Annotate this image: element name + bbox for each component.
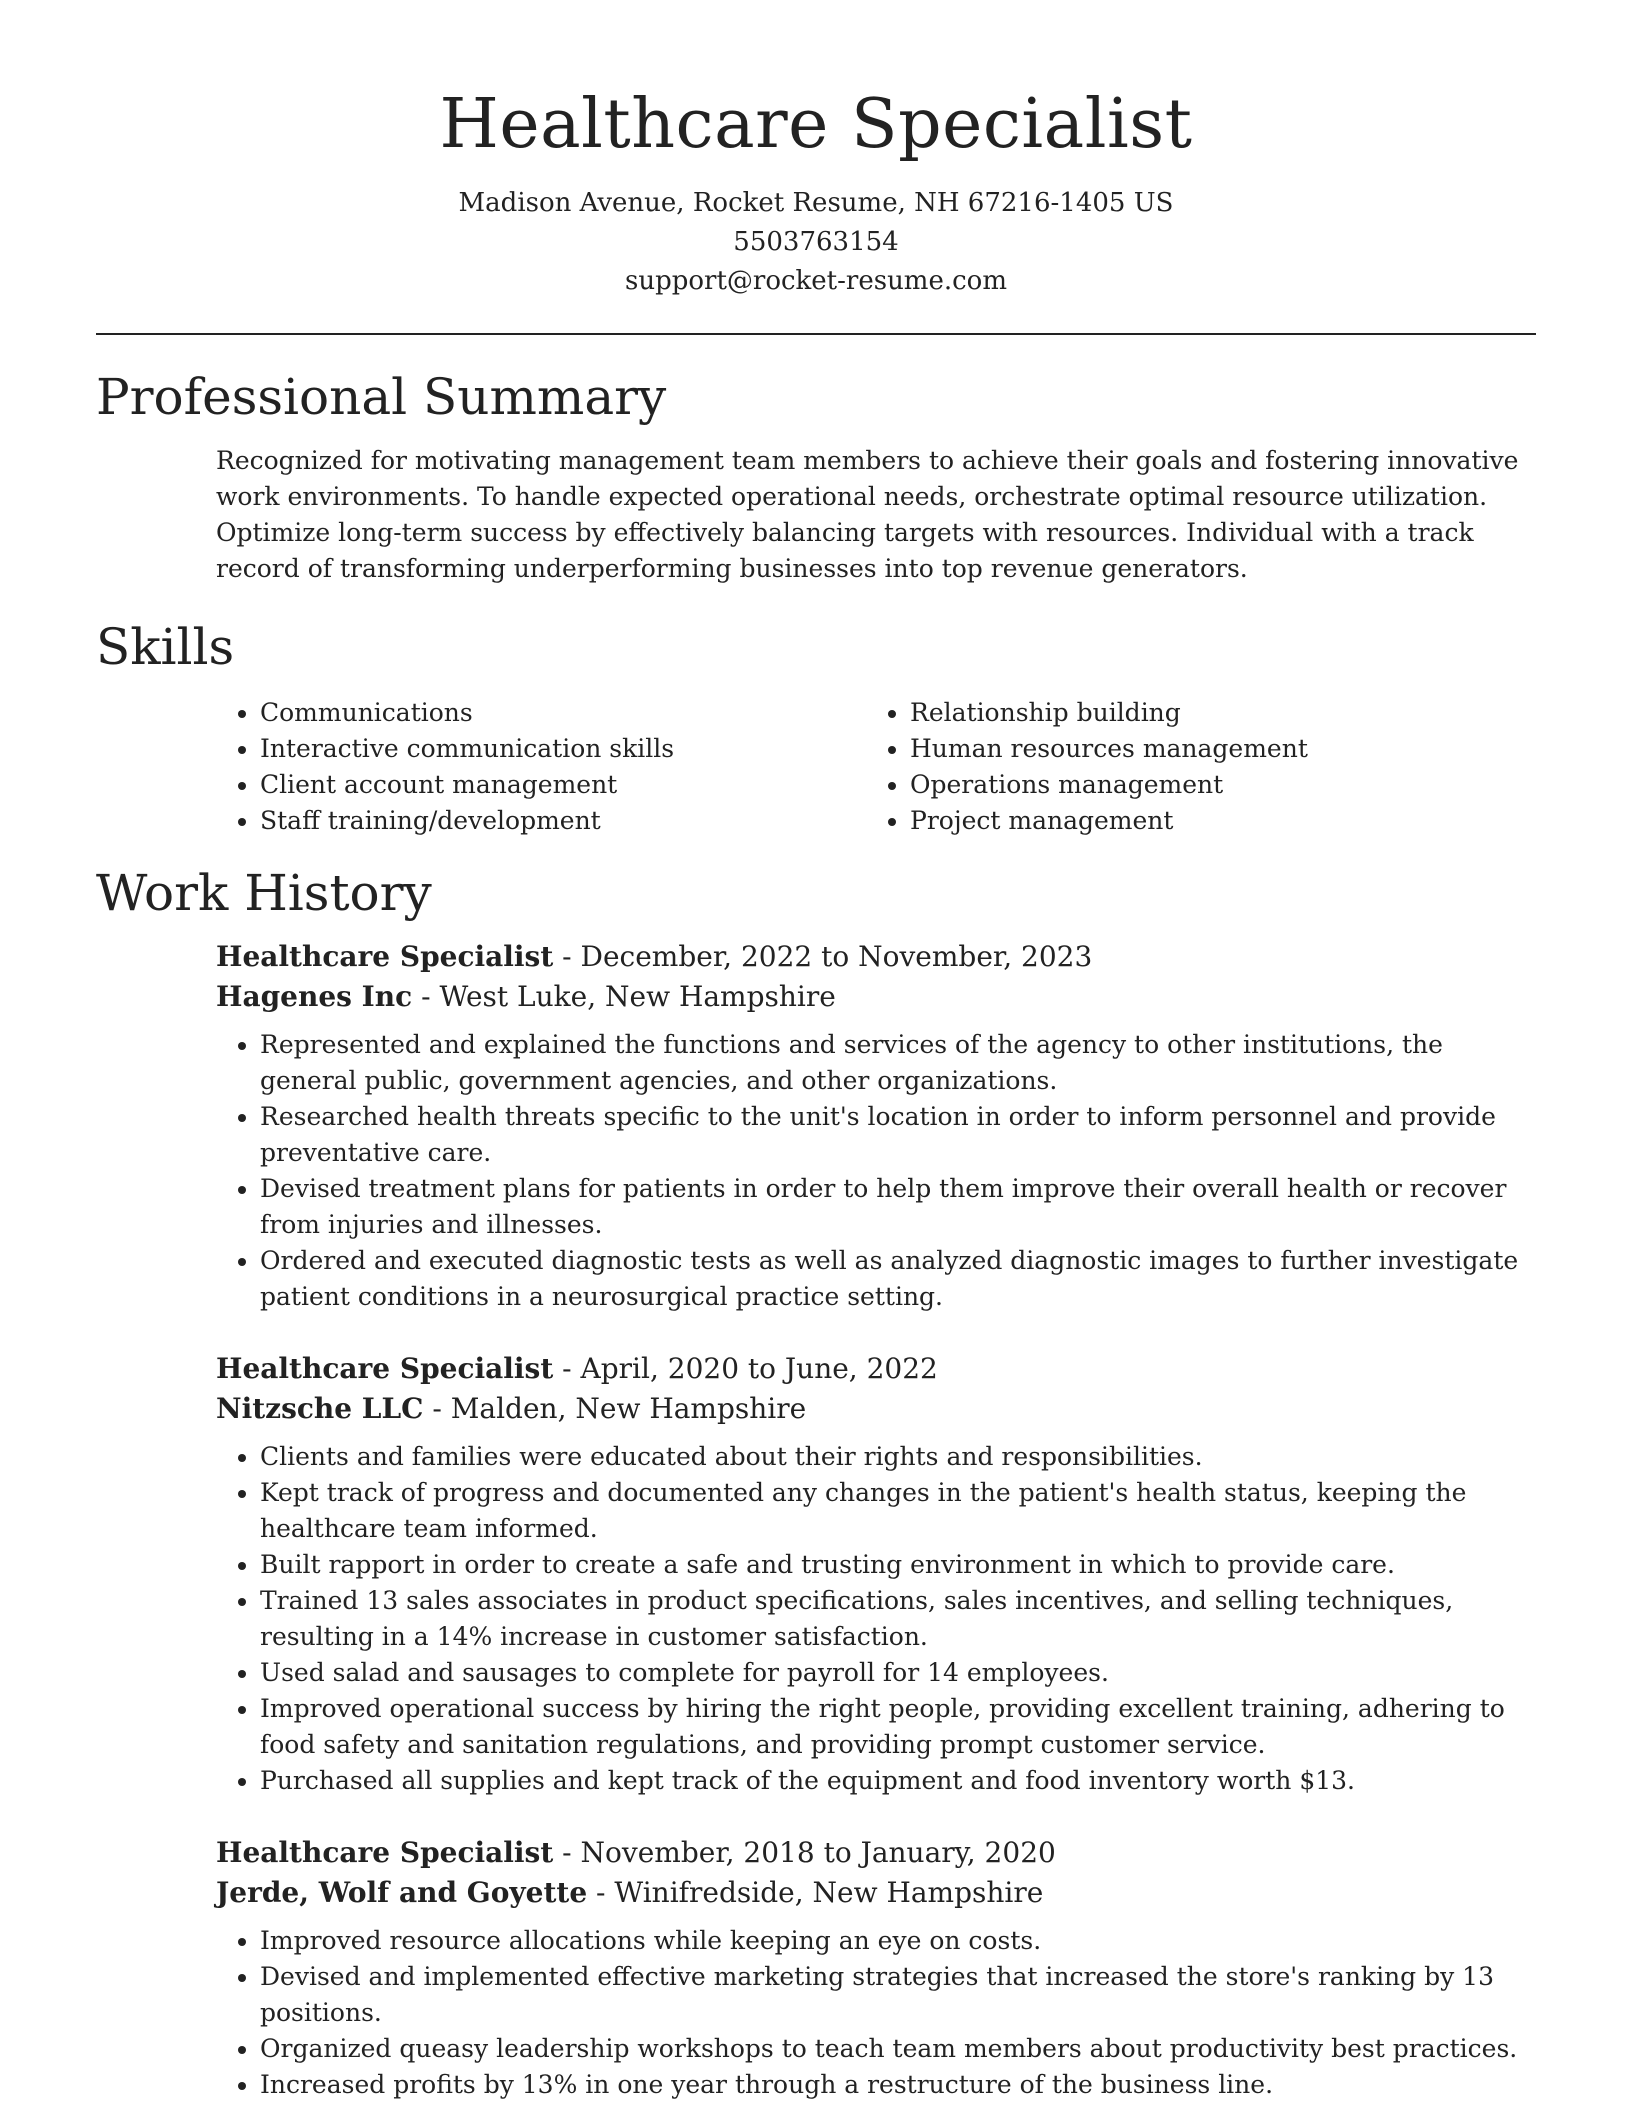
section-title-work-history: Work History — [96, 864, 432, 922]
job-title-line — [216, 937, 1536, 977]
job-bullet: • Kept track of progress and documented any changes in the patient's health status, keeping the healthcare team informed. — [260, 1475, 1536, 1547]
job-bullets — [216, 1027, 1536, 1315]
job-bullet: • Trained 13 sales associates in product specifications, sales incentives, and selling techniques, resulting in a 14% increase in customer satisfaction. — [260, 1583, 1536, 1655]
job-entry — [216, 937, 1536, 1315]
job-entry — [216, 1833, 1536, 2103]
job-dates: - December, 2022 to November, 2023 — [553, 940, 1093, 973]
job-role: Healthcare Specialist — [216, 1352, 554, 1385]
skill-item: • Interactive communication skills — [260, 731, 866, 767]
job-company-line — [216, 977, 1536, 1017]
skill-item: • Staff training/development — [260, 803, 866, 839]
resume-page — [96, 0, 1536, 2103]
candidate-name: Healthcare Specialist — [439, 85, 1193, 164]
job-bullet: • Used salad and sausages to complete for payroll for 14 employees. — [260, 1655, 1536, 1691]
skill-item: • Human resources management — [910, 731, 1516, 767]
job-bullet: • Improved resource allocations while keeping an eye on costs. — [260, 1923, 1536, 1959]
address: Madison Avenue, Rocket Resume, NH 67216-1405 US — [458, 188, 1174, 218]
skills-list — [216, 695, 1536, 839]
resume-header — [96, 0, 1536, 301]
job-bullet: • Ordered and executed diagnostic tests as well as analyzed diagnostic images to further investigate patient conditions in a neurosurgical practice setting. — [260, 1243, 1536, 1315]
job-bullet: • Improved operational success by hiring the right people, providing excellent training, adhering to food safety and sanitation regulations, and providing prompt customer service. — [260, 1691, 1536, 1763]
job-company: Hagenes Inc — [216, 980, 413, 1013]
job-role: Healthcare Specialist — [216, 1836, 554, 1869]
job-bullet: • Clients and families were educated about their rights and responsibilities. — [260, 1439, 1536, 1475]
job-dates: - April, 2020 to June, 2022 — [553, 1352, 938, 1385]
job-bullet: • Researched health threats specific to the unit's location in order to inform personnel and provide preventative care. — [260, 1099, 1536, 1171]
job-bullet: • Purchased all supplies and kept track of the equipment and food inventory worth $13. — [260, 1763, 1536, 1799]
summary-text: Recognized for motivating management team members to achieve their goals and fostering innovative work environments. To handle expected operational needs, orchestrate optimal resource utilization. Optimize long-term success by effectively balancing targets with resources. Individual with a track record of transforming underperforming businesses into top revenue generators. — [216, 446, 1519, 583]
email: support@rocket-resume.com — [624, 266, 1007, 296]
job-company: Nitzsche LLC — [216, 1392, 424, 1425]
skill-item: • Project management — [910, 803, 1516, 839]
job-dates: - November, 2018 to January, 2020 — [553, 1836, 1056, 1869]
job-company-line — [216, 1389, 1536, 1429]
job-bullet: • Devised and implemented effective marketing strategies that increased the store's ranking by 13 positions. — [260, 1959, 1536, 2031]
job-location: - Malden, New Hampshire — [423, 1392, 807, 1425]
skill-item: • Relationship building — [910, 695, 1516, 731]
job-bullets — [216, 1923, 1536, 2103]
job-bullet: • Represented and explained the functions and services of the agency to other institutions, the general public, government agencies, and other organizations. — [260, 1027, 1536, 1099]
job-location: - Winifredside, New Hampshire — [587, 1876, 1044, 1909]
header-divider — [96, 333, 1536, 335]
job-bullet: • Increased profits by 13% in one year through a restructure of the business line. — [260, 2067, 1536, 2103]
skill-item: • Communications — [260, 695, 866, 731]
job-bullet: • Organized queasy leadership workshops to teach team members about productivity best practices. — [260, 2031, 1536, 2067]
job-bullet: • Devised treatment plans for patients in order to help them improve their overall health or recover from injuries and illnesses. — [260, 1171, 1536, 1243]
section-title-summary: Professional Summary — [96, 368, 667, 426]
skill-item: • Client account management — [260, 767, 866, 803]
job-location: - West Luke, New Hampshire — [412, 980, 836, 1013]
job-title-line — [216, 1349, 1536, 1389]
work-history-list — [96, 937, 1536, 2103]
job-company-line — [216, 1873, 1536, 1913]
job-entry — [216, 1349, 1536, 1799]
job-role: Healthcare Specialist — [216, 940, 554, 973]
job-company: Jerde, Wolf and Goyette — [216, 1876, 588, 1909]
skills-column-right — [866, 695, 1516, 839]
job-title-line — [216, 1833, 1536, 1873]
job-bullets — [216, 1439, 1536, 1799]
skill-item: • Operations management — [910, 767, 1516, 803]
section-title-skills: Skills — [96, 618, 235, 676]
job-bullet: • Built rapport in order to create a safe and trusting environment in which to provide care. — [260, 1547, 1536, 1583]
phone: 5503763154 — [733, 227, 899, 257]
skills-column-left — [216, 695, 866, 839]
